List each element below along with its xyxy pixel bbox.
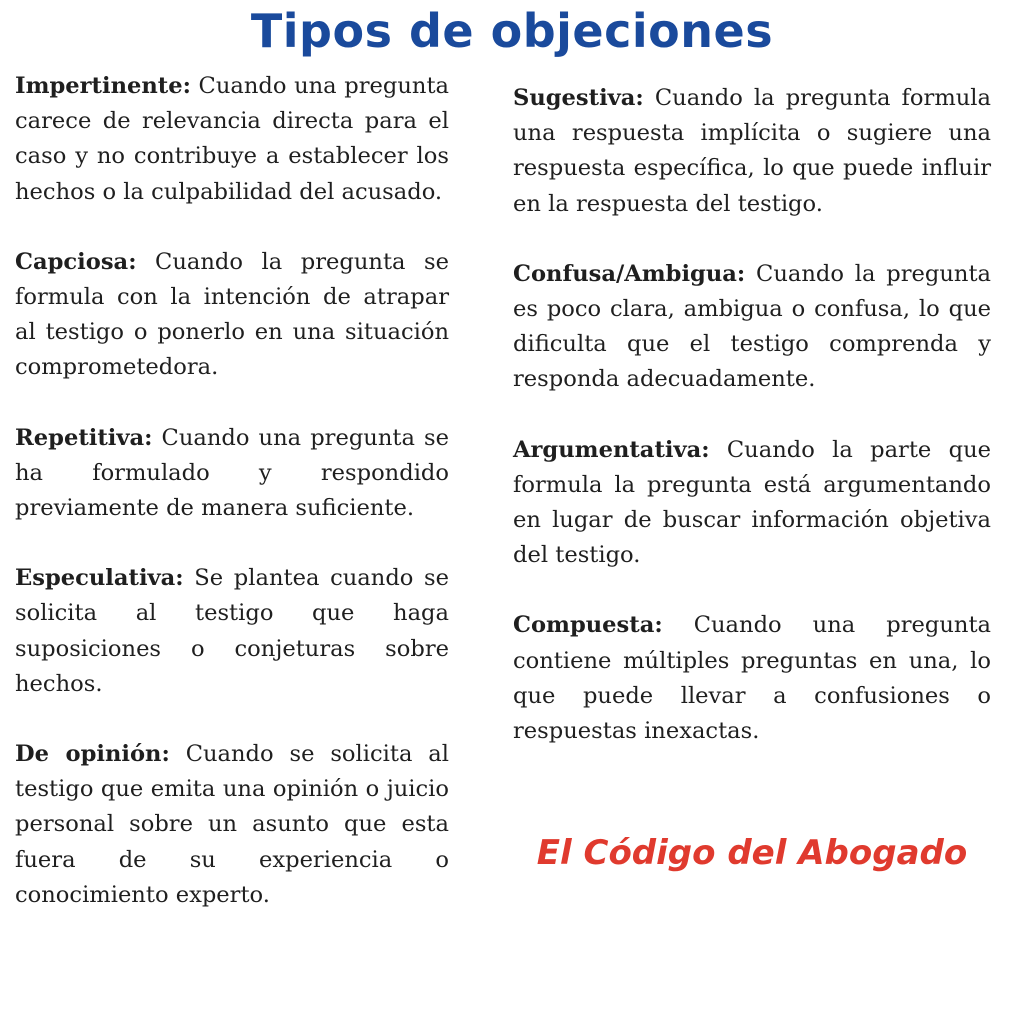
objection-entry-confusa-ambigua [513,257,991,398]
objection-definition: Se plantea cuando se solicita al testigo que haga suposiciones o conjeturas sobre hechos. [15,565,449,697]
left-column [15,69,449,948]
objection-entry-argumentativa [513,433,991,574]
objection-entry-especulativa [15,561,449,702]
objection-definition: Cuando una pregunta contiene múltiples preguntas en una, lo que puede llevar a confusiones o respuestas inexactas. [513,612,991,745]
right-column [513,81,991,784]
objection-definition: Cuando una pregunta se ha formulado y respondido previamente de manera suficiente. [15,424,449,522]
objection-definition: Cuando una pregunta carece de relevancia directa para el caso y no contribuye a establecer los hechos o la culpabilidad del acusado. [15,73,449,205]
objection-term: Confusa/Ambigua: [513,260,746,287]
objection-definition: Cuando la pregunta formula una respuesta implícita o sugiere una respuesta específica, lo que puede influir en la respuesta del testigo. [513,85,991,217]
objection-term: Sugestiva: [513,85,644,111]
objection-term: Impertinente: [15,73,191,99]
objection-term: De opinión: [15,741,170,768]
objection-definition: Cuando la parte que formula la pregunta está argumentando en lugar de buscar información objetiva del testigo. [513,436,991,569]
objection-entry-repetitiva [15,421,449,527]
objection-definition: Cuando la pregunta se formula con la intención de atrapar al testigo o ponerlo en una situación comprometedora. [15,248,449,381]
objection-term: Capciosa: [15,248,137,275]
objection-entry-impertinente [15,69,449,210]
objection-entry-compuesta [513,608,991,749]
objection-term: Repetitiva: [15,424,153,451]
objection-term: Especulativa: [15,565,184,592]
objection-entry-sugestiva [513,81,991,222]
objection-term: Compuesta: [513,612,663,639]
page-title: Tipos de objeciones [250,4,774,58]
objection-term: Argumentativa: [513,436,710,463]
objection-entry-de-opinion [15,737,449,913]
objection-definition: Cuando la pregunta es poco clara, ambigua o confusa, lo que dificulta que el testigo comprenda y responda adecuadamente. [513,260,991,393]
objection-entry-capciosa [15,245,449,386]
brand-signature: El Código del Abogado [536,833,968,873]
objection-definition: Cuando se solicita al testigo que emita una opinión o juicio personal sobre un asunto que esta fuera de su experiencia o conocimiento experto. [15,741,449,908]
